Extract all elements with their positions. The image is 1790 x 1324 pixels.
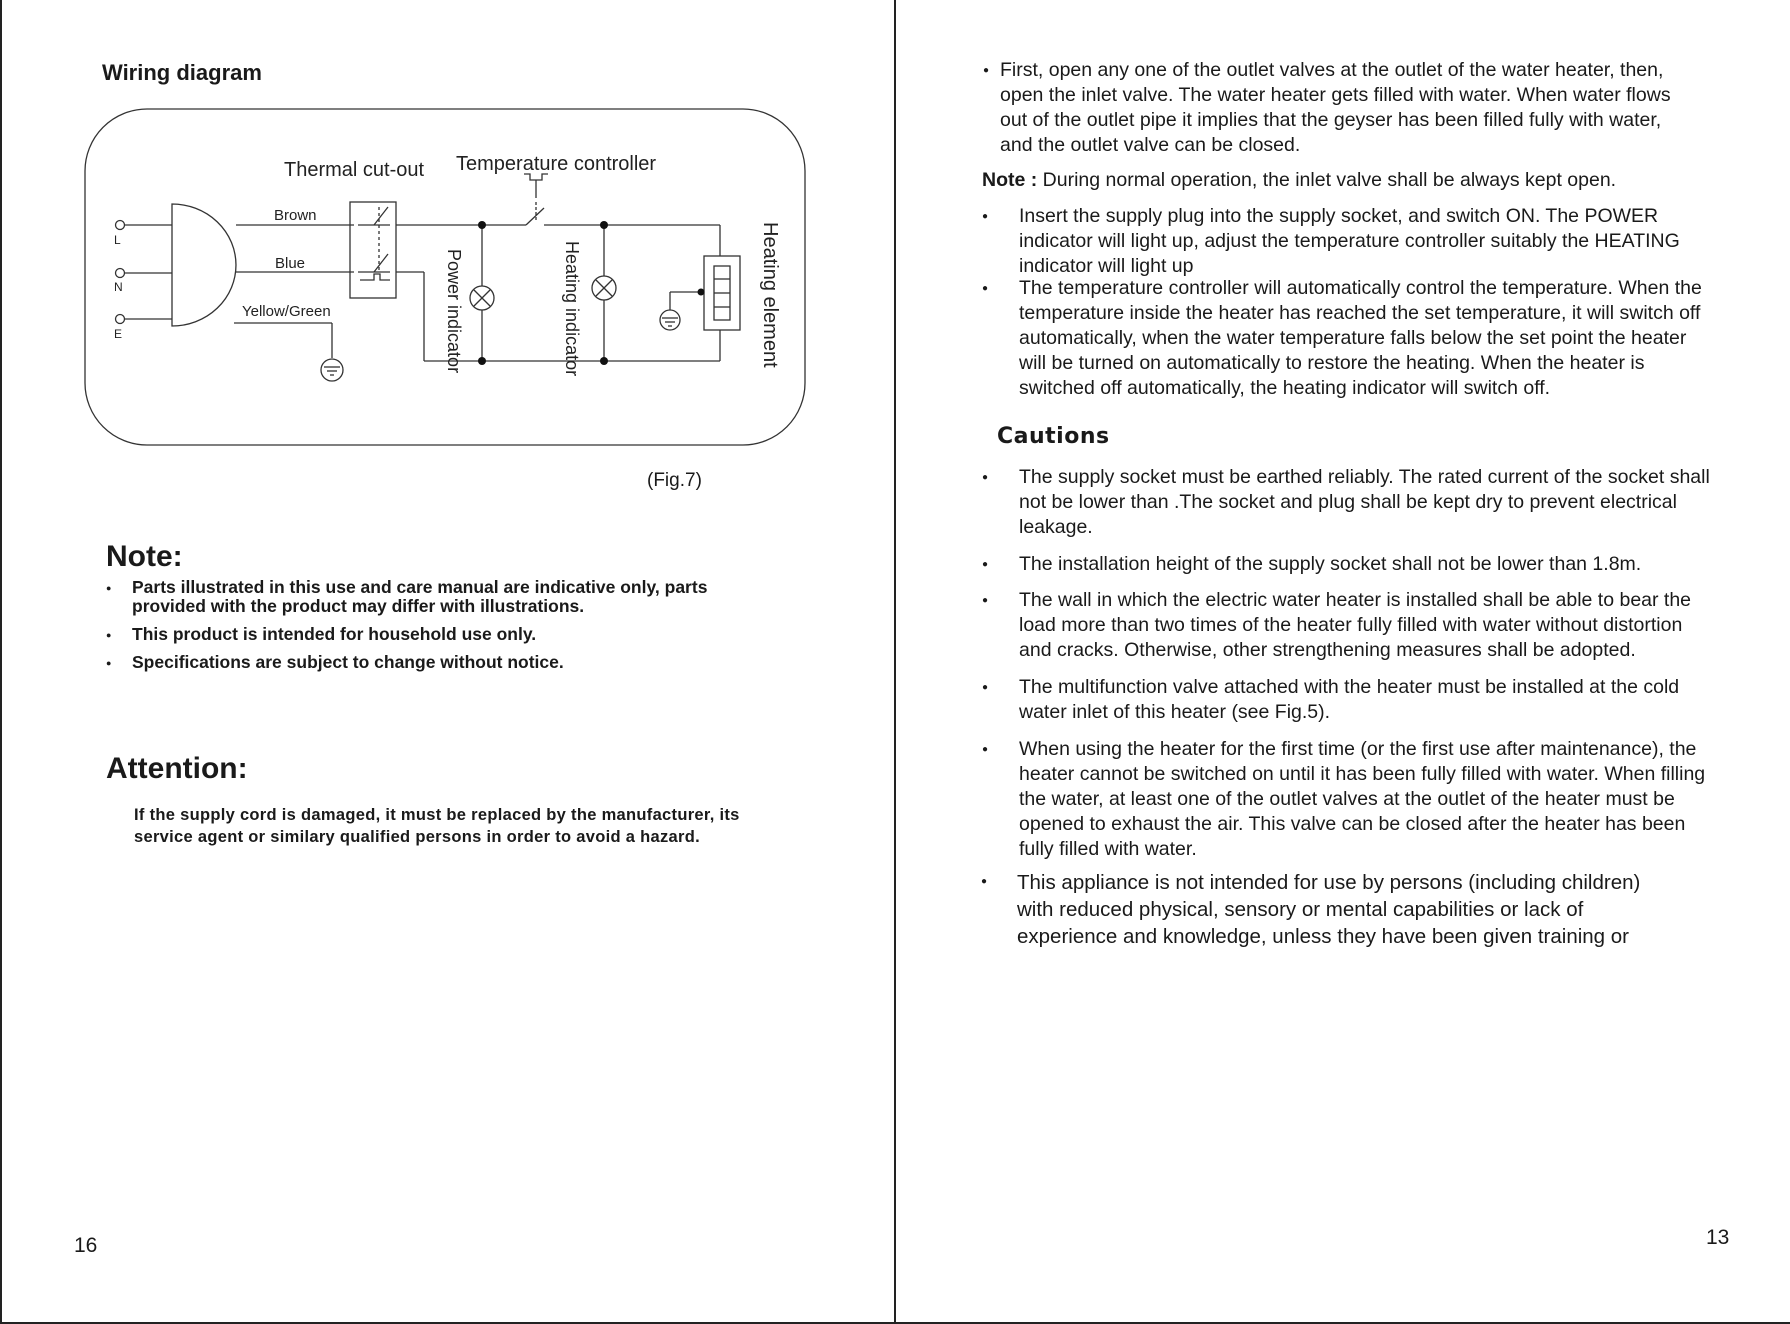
note-heading: Note: xyxy=(106,540,183,573)
caution-text: The installation height of the supply socket shall not be lower than 1.8m. xyxy=(1019,553,1642,575)
thermal-cutout-label: Thermal cut-out xyxy=(284,159,425,181)
instruction-item xyxy=(982,276,1711,401)
terminal-l-label: L xyxy=(114,233,121,247)
note-label: Note : xyxy=(982,169,1038,191)
terminal-e xyxy=(116,315,125,324)
caution-item xyxy=(982,737,1711,862)
terminal-e-label: E xyxy=(114,327,123,341)
heating-element-label: Heating element xyxy=(759,222,781,368)
instruction-item xyxy=(983,58,1692,158)
note-item: ● Parts illustrated in this use and care manual are indicative only, parts provided with the product may differ with illustrations. xyxy=(106,578,786,616)
attention-heading: Attention: xyxy=(106,752,248,785)
bullet-icon: ● xyxy=(983,65,990,76)
caution-text: When using the heater for the first time (or the first use after maintenance), the heater cannot be switched on until it has been fully filled with water. When filling the water, at least one of the outlet valves at the outlet of the heater must be opened to exhaust the air. This valve can be closed after the heater has been fully filled with water. xyxy=(1019,738,1706,860)
instruction-item xyxy=(982,204,1711,279)
caution-text: The wall in which the electric water heater is installed shall be able to bear the load more than two times of the heater fully filled with water without distortion and cracks. Otherwise, other strengthening measures shall be adopted. xyxy=(1019,589,1692,661)
terminal-n-label: N xyxy=(114,280,123,294)
instruction-text: First, open any one of the outlet valves at the outlet of the water heater, then, open the inlet valve. The water heater gets filled with water. When water flows out of the outlet pipe it implies that the geyser has been filled fully with water, and the outlet valve can be closed. xyxy=(1000,59,1671,156)
caution-text: This appliance is not intended for use by persons (including children) with reduced physical, sensory or mental capabilities or lack of experience and knowledge, unless they have been given training or xyxy=(1017,871,1641,948)
bullet-icon: ● xyxy=(981,876,988,887)
note-item: ● Specifications are subject to change without notice. xyxy=(106,653,786,672)
brown-wire-label: Brown xyxy=(274,207,317,224)
caution-item xyxy=(981,869,1647,950)
page-number-right: 13 xyxy=(1706,1226,1730,1249)
cautions-heading: Cautions xyxy=(997,424,1110,449)
attention-text: If the supply cord is damaged, it must be replaced by the manufacturer, its service agent or similary qualified persons in order to avoid a hazard. xyxy=(134,806,740,846)
earth-symbol-element xyxy=(660,310,680,330)
note-text: During normal operation, the inlet valve shall be always kept open. xyxy=(1037,169,1617,191)
wiring-diagram xyxy=(84,108,808,448)
thermal-cutout-box xyxy=(350,202,396,298)
caution-item xyxy=(982,552,1711,577)
wiring-diagram-title: Wiring diagram xyxy=(102,60,262,85)
bullet-icon: ● xyxy=(982,211,989,222)
bullet-icon: ● xyxy=(982,559,989,570)
caution-item xyxy=(982,588,1711,663)
power-indicator-label: Power indicator xyxy=(444,249,464,374)
blue-wire-label: Blue xyxy=(275,255,306,272)
caution-text: The supply socket must be earthed reliably. The rated current of the socket shall not be lower than .The socket and plug shall be kept dry to prevent electrical leakage. xyxy=(1019,466,1710,538)
yellow-green-wire-label: Yellow/Green xyxy=(242,303,331,320)
terminal-l xyxy=(116,221,125,230)
caution-item xyxy=(982,465,1711,540)
bullet-icon: ● xyxy=(982,595,989,606)
plug-shape xyxy=(172,204,236,326)
instruction-text: The temperature controller will automatically control the temperature. When the temperature inside the heater has reached the set temperature, it will switch off automatically, when the water temperature falls below the set point the heater will be turned on automatically to restore the heating. When the heater is switched off automatically, the heating indicator will switch off. xyxy=(1019,277,1702,399)
earth-symbol-plug xyxy=(321,359,343,381)
temperature-controller-label: Temperature controller xyxy=(456,153,657,175)
note-list xyxy=(106,578,786,681)
page-number-left: 16 xyxy=(74,1234,98,1257)
caution-item xyxy=(982,675,1711,725)
bullet-icon: ● xyxy=(982,472,989,483)
caution-text: The multifunction valve attached with the heater must be installed at the cold water inlet of this heater (see Fig.5). xyxy=(1019,676,1680,723)
instruction-text: Insert the supply plug into the supply socket, and switch ON. The POWER indicator will light up, adjust the temperature controller suitably the HEATING indicator will light up xyxy=(1019,205,1680,277)
bullet-icon: ● xyxy=(982,283,989,294)
figure-caption: (Fig.7) xyxy=(647,470,702,491)
bullet-icon: ● xyxy=(982,744,989,755)
operation-note xyxy=(982,168,1616,193)
note-item: ● This product is intended for household use only. xyxy=(106,625,786,644)
terminal-n xyxy=(116,269,125,278)
heating-indicator-label: Heating indicator xyxy=(562,241,582,377)
bullet-icon: ● xyxy=(982,682,989,693)
